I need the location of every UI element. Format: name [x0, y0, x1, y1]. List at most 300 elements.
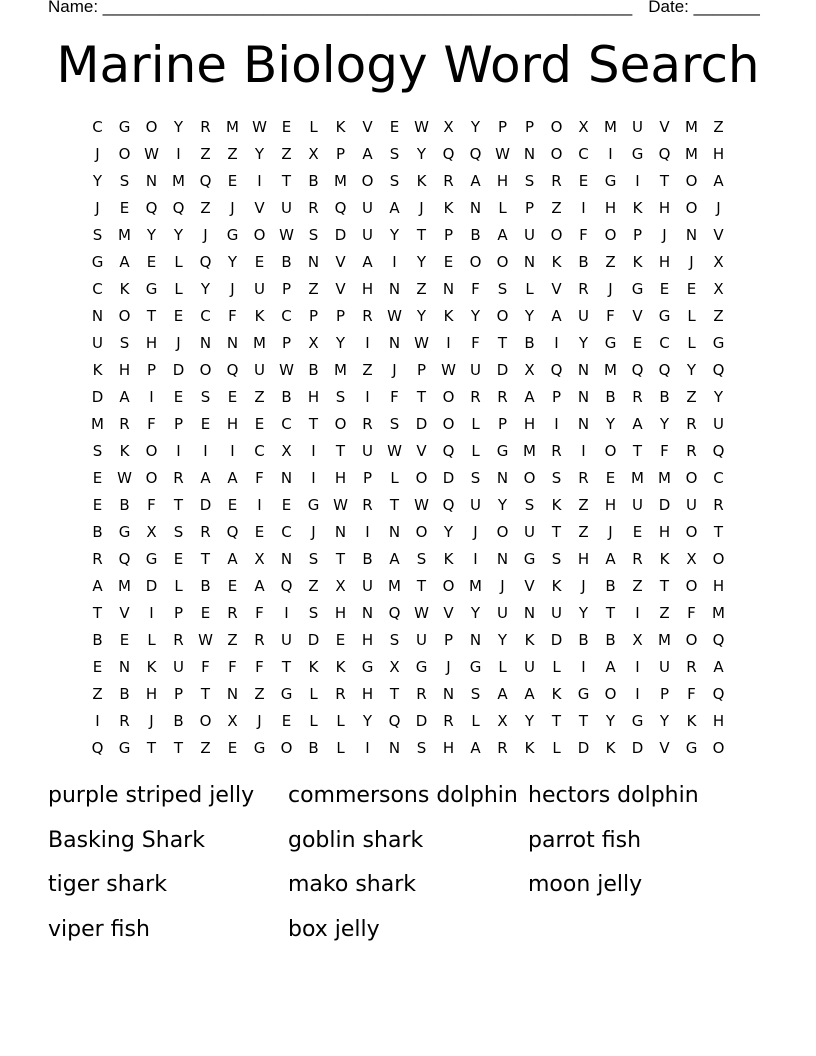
- grid-letter: A: [605, 658, 616, 676]
- grid-letter: X: [254, 550, 265, 568]
- grid-letter: T: [308, 415, 319, 433]
- grid-letter: V: [713, 226, 724, 244]
- grid-letter: R: [470, 388, 481, 406]
- grid-letter: O: [118, 145, 131, 163]
- grid-letter: F: [147, 415, 156, 433]
- grid-letter: S: [551, 550, 562, 568]
- grid-letter: W: [414, 496, 429, 514]
- grid-letter: F: [579, 226, 588, 244]
- grid-letter: V: [254, 199, 265, 217]
- grid-letter: J: [500, 577, 505, 595]
- grid-letter: M: [712, 604, 725, 622]
- grid-letter: L: [498, 658, 507, 676]
- grid-letter: V: [119, 604, 130, 622]
- grid-letter: M: [253, 334, 266, 352]
- grid-letter: E: [92, 469, 103, 487]
- grid-letter: H: [334, 604, 347, 622]
- grid-letter: K: [119, 442, 130, 460]
- grid-letter: O: [334, 415, 347, 433]
- grid-letter: C: [281, 523, 292, 541]
- grid-letter: K: [551, 685, 562, 703]
- grid-letter: E: [200, 604, 211, 622]
- grid-letter: Q: [91, 739, 104, 757]
- grid-letter: J: [230, 280, 235, 298]
- grid-letter: F: [660, 442, 669, 460]
- grid-letter: P: [281, 334, 292, 352]
- grid-letter: P: [497, 415, 508, 433]
- grid-letter: M: [334, 172, 347, 190]
- grid-letter: Y: [173, 118, 184, 136]
- grid-letter: N: [577, 415, 590, 433]
- grid-letter: H: [658, 253, 671, 271]
- grid-letter: W: [333, 496, 348, 514]
- grid-letter: G: [631, 712, 644, 730]
- grid-row: [84, 249, 732, 276]
- grid-letter: O: [442, 388, 455, 406]
- grid-letter: H: [361, 631, 374, 649]
- grid-letter: S: [335, 388, 346, 406]
- grid-letter: T: [497, 334, 508, 352]
- grid-letter: O: [496, 253, 509, 271]
- grid-letter: E: [335, 631, 346, 649]
- grid-letter: A: [119, 253, 130, 271]
- grid-letter: J: [149, 712, 154, 730]
- grid-letter: E: [686, 280, 697, 298]
- grid-letter: G: [469, 658, 482, 676]
- grid-letter: F: [201, 658, 210, 676]
- grid-letter: B: [119, 685, 130, 703]
- grid-letter: G: [361, 658, 374, 676]
- grid-letter: J: [95, 145, 100, 163]
- grid-letter: S: [308, 226, 319, 244]
- grid-row: [84, 681, 732, 708]
- grid-letter: O: [145, 442, 158, 460]
- grid-letter: L: [336, 712, 345, 730]
- grid-letter: Q: [550, 361, 563, 379]
- grid-letter: G: [91, 253, 104, 271]
- grid-letter: P: [308, 307, 319, 325]
- grid-letter: U: [632, 118, 643, 136]
- grid-letter: U: [713, 415, 724, 433]
- grid-letter: E: [173, 388, 184, 406]
- grid-letter: F: [255, 604, 264, 622]
- grid-letter: M: [631, 469, 644, 487]
- grid-letter: J: [608, 280, 613, 298]
- grid-letter: D: [658, 496, 671, 514]
- grid-letter: H: [523, 415, 536, 433]
- grid-letter: K: [632, 253, 643, 271]
- grid-letter: N: [388, 334, 401, 352]
- grid-letter: I: [149, 604, 154, 622]
- grid-letter: R: [227, 604, 238, 622]
- grid-letter: W: [441, 361, 456, 379]
- grid-row: [84, 465, 732, 492]
- grid-letter: B: [173, 712, 184, 730]
- grid-letter: O: [361, 172, 374, 190]
- grid-letter: W: [414, 118, 429, 136]
- grid-letter: I: [203, 442, 208, 460]
- grid-letter: T: [146, 307, 157, 325]
- grid-row: [84, 330, 732, 357]
- word-list-item: moon jelly: [528, 872, 643, 897]
- grid-letter: T: [659, 577, 670, 595]
- grid-letter: T: [146, 739, 157, 757]
- grid-letter: Z: [200, 199, 211, 217]
- grid-row: [84, 654, 732, 681]
- grid-letter: N: [685, 226, 698, 244]
- grid-letter: U: [416, 631, 427, 649]
- grid-letter: U: [524, 226, 535, 244]
- grid-letter: Y: [335, 334, 346, 352]
- grid-letter: Z: [416, 280, 427, 298]
- grid-letter: Y: [578, 604, 589, 622]
- grid-letter: P: [146, 361, 157, 379]
- grid-letter: L: [309, 118, 318, 136]
- grid-letter: C: [281, 307, 292, 325]
- grid-letter: O: [145, 118, 158, 136]
- grid-letter: K: [146, 658, 157, 676]
- grid-letter: Z: [578, 523, 589, 541]
- grid-letter: H: [361, 685, 374, 703]
- grid-letter: N: [523, 145, 536, 163]
- grid-letter: S: [524, 172, 535, 190]
- grid-letter: S: [416, 550, 427, 568]
- grid-letter: J: [95, 199, 100, 217]
- grid-letter: R: [578, 469, 589, 487]
- grid-letter: O: [712, 739, 725, 757]
- grid-letter: J: [581, 577, 586, 595]
- letter-grid: [84, 114, 732, 762]
- grid-letter: V: [659, 739, 670, 757]
- grid-letter: S: [524, 496, 535, 514]
- grid-letter: C: [200, 307, 211, 325]
- grid-row: [84, 546, 732, 573]
- grid-letter: K: [443, 199, 454, 217]
- grid-letter: M: [604, 118, 617, 136]
- grid-letter: Q: [658, 145, 671, 163]
- grid-letter: W: [495, 145, 510, 163]
- grid-letter: N: [523, 604, 536, 622]
- grid-letter: E: [227, 739, 238, 757]
- grid-letter: E: [200, 415, 211, 433]
- grid-letter: M: [523, 442, 536, 460]
- grid-letter: H: [226, 415, 239, 433]
- grid-letter: L: [174, 577, 183, 595]
- word-list-item: hectors dolphin: [528, 783, 699, 808]
- grid-letter: E: [254, 523, 265, 541]
- grid-letter: N: [388, 523, 401, 541]
- grid-letter: C: [578, 145, 589, 163]
- grid-letter: I: [581, 658, 586, 676]
- grid-row: [84, 627, 732, 654]
- grid-letter: H: [577, 550, 590, 568]
- grid-letter: V: [335, 280, 346, 298]
- grid-letter: O: [253, 226, 266, 244]
- grid-letter: X: [227, 712, 238, 730]
- grid-letter: B: [659, 388, 670, 406]
- grid-letter: E: [227, 496, 238, 514]
- grid-letter: Q: [631, 361, 644, 379]
- grid-letter: R: [713, 496, 724, 514]
- grid-letter: J: [446, 658, 451, 676]
- grid-letter: D: [550, 631, 563, 649]
- grid-letter: K: [119, 280, 130, 298]
- grid-letter: K: [443, 550, 454, 568]
- grid-letter: S: [92, 442, 103, 460]
- grid-letter: R: [200, 523, 211, 541]
- grid-letter: A: [713, 658, 724, 676]
- grid-letter: B: [524, 334, 535, 352]
- grid-letter: Y: [416, 145, 427, 163]
- grid-letter: P: [416, 361, 427, 379]
- grid-letter: G: [118, 739, 131, 757]
- grid-letter: I: [446, 334, 451, 352]
- grid-letter: E: [389, 118, 400, 136]
- grid-letter: I: [635, 172, 640, 190]
- grid-letter: I: [392, 253, 397, 271]
- name-field-label: Name: ________________________________________________________: [48, 0, 633, 16]
- grid-letter: Q: [712, 361, 725, 379]
- grid-letter: I: [554, 334, 559, 352]
- grid-letter: B: [470, 226, 481, 244]
- grid-letter: Y: [605, 415, 616, 433]
- grid-letter: O: [469, 253, 482, 271]
- grid-letter: Q: [118, 550, 131, 568]
- word-list-item: commersons dolphin: [288, 783, 518, 808]
- grid-letter: Q: [226, 361, 239, 379]
- grid-letter: O: [604, 226, 617, 244]
- grid-letter: X: [146, 523, 157, 541]
- grid-letter: F: [147, 496, 156, 514]
- grid-letter: K: [254, 307, 265, 325]
- grid-letter: W: [414, 604, 429, 622]
- grid-letter: E: [227, 172, 238, 190]
- grid-letter: A: [227, 550, 238, 568]
- grid-letter: H: [658, 199, 671, 217]
- grid-letter: A: [389, 550, 400, 568]
- grid-letter: G: [307, 496, 320, 514]
- grid-letter: U: [632, 496, 643, 514]
- grid-letter: Y: [713, 388, 724, 406]
- grid-letter: T: [632, 442, 643, 460]
- grid-letter: N: [91, 307, 104, 325]
- grid-letter: P: [659, 685, 670, 703]
- grid-letter: E: [659, 280, 670, 298]
- grid-letter: Y: [497, 631, 508, 649]
- grid-letter: K: [308, 658, 319, 676]
- grid-letter: H: [334, 469, 347, 487]
- grid-letter: L: [147, 631, 156, 649]
- grid-letter: V: [335, 253, 346, 271]
- grid-letter: H: [145, 334, 158, 352]
- grid-letter: Z: [227, 631, 238, 649]
- grid-letter: I: [311, 469, 316, 487]
- grid-letter: B: [92, 631, 103, 649]
- grid-letter: I: [473, 550, 478, 568]
- grid-letter: Q: [388, 712, 401, 730]
- grid-letter: X: [443, 118, 454, 136]
- grid-letter: K: [605, 739, 616, 757]
- grid-letter: U: [551, 604, 562, 622]
- grid-letter: H: [307, 388, 320, 406]
- grid-letter: S: [119, 172, 130, 190]
- grid-row: [84, 573, 732, 600]
- grid-letter: J: [257, 712, 262, 730]
- grid-letter: Y: [92, 172, 103, 190]
- grid-letter: A: [551, 307, 562, 325]
- grid-letter: V: [416, 442, 427, 460]
- grid-letter: G: [496, 442, 509, 460]
- grid-letter: M: [118, 577, 131, 595]
- grid-letter: B: [362, 550, 373, 568]
- grid-letter: P: [443, 631, 454, 649]
- grid-letter: G: [415, 658, 428, 676]
- grid-letter: D: [415, 415, 428, 433]
- grid-letter: O: [550, 145, 563, 163]
- grid-letter: V: [551, 280, 562, 298]
- grid-letter: L: [390, 469, 399, 487]
- grid-letter: T: [335, 442, 346, 460]
- grid-letter: H: [712, 145, 725, 163]
- grid-letter: N: [388, 280, 401, 298]
- grid-letter: T: [281, 172, 292, 190]
- grid-letter: X: [308, 145, 319, 163]
- grid-letter: L: [309, 712, 318, 730]
- grid-letter: R: [443, 712, 454, 730]
- grid-letter: R: [362, 496, 373, 514]
- grid-letter: U: [686, 496, 697, 514]
- grid-letter: E: [254, 253, 265, 271]
- grid-letter: R: [173, 469, 184, 487]
- grid-letter: T: [416, 388, 427, 406]
- grid-letter: I: [581, 199, 586, 217]
- grid-letter: R: [200, 118, 211, 136]
- grid-letter: E: [227, 388, 238, 406]
- grid-letter: G: [118, 118, 131, 136]
- grid-letter: R: [119, 712, 130, 730]
- grid-letter: D: [334, 226, 347, 244]
- grid-letter: Y: [416, 253, 427, 271]
- grid-letter: Q: [280, 577, 293, 595]
- grid-letter: H: [604, 496, 617, 514]
- grid-letter: H: [361, 280, 374, 298]
- grid-letter: J: [230, 199, 235, 217]
- grid-letter: Y: [443, 523, 454, 541]
- grid-letter: J: [392, 361, 397, 379]
- grid-letter: U: [524, 523, 535, 541]
- grid-letter: T: [200, 550, 211, 568]
- grid-letter: T: [416, 577, 427, 595]
- grid-letter: U: [470, 496, 481, 514]
- grid-letter: J: [311, 523, 316, 541]
- grid-letter: Z: [227, 145, 238, 163]
- word-list-item: purple striped jelly: [48, 783, 255, 808]
- grid-letter: Q: [712, 631, 725, 649]
- grid-letter: R: [335, 685, 346, 703]
- grid-letter: D: [496, 361, 509, 379]
- grid-letter: I: [608, 145, 613, 163]
- grid-letter: Y: [173, 226, 184, 244]
- grid-row: [84, 141, 732, 168]
- grid-letter: I: [95, 712, 100, 730]
- grid-letter: N: [469, 199, 482, 217]
- grid-letter: L: [336, 739, 345, 757]
- grid-letter: R: [686, 442, 697, 460]
- grid-letter: F: [606, 307, 615, 325]
- grid-letter: I: [365, 388, 370, 406]
- grid-letter: M: [658, 469, 671, 487]
- grid-letter: O: [145, 469, 158, 487]
- grid-letter: P: [524, 199, 535, 217]
- grid-row: [84, 735, 732, 762]
- grid-row: [84, 411, 732, 438]
- grid-letter: A: [524, 685, 535, 703]
- word-list-item: mako shark: [288, 872, 416, 897]
- grid-letter: P: [335, 307, 346, 325]
- grid-letter: O: [550, 118, 563, 136]
- grid-letter: I: [176, 442, 181, 460]
- grid-letter: G: [118, 523, 131, 541]
- grid-letter: Y: [524, 712, 535, 730]
- grid-letter: O: [604, 442, 617, 460]
- grid-letter: Y: [470, 307, 481, 325]
- grid-letter: O: [550, 226, 563, 244]
- grid-letter: A: [470, 739, 481, 757]
- grid-letter: B: [308, 172, 319, 190]
- grid-letter: E: [119, 631, 130, 649]
- grid-letter: P: [173, 685, 184, 703]
- grid-letter: F: [228, 658, 237, 676]
- grid-letter: A: [362, 253, 373, 271]
- grid-letter: S: [497, 280, 508, 298]
- grid-letter: G: [631, 145, 644, 163]
- grid-letter: Y: [200, 280, 211, 298]
- grid-letter: U: [362, 442, 373, 460]
- grid-letter: I: [311, 442, 316, 460]
- grid-letter: R: [308, 199, 319, 217]
- grid-letter: L: [471, 415, 480, 433]
- grid-letter: K: [551, 577, 562, 595]
- grid-letter: I: [257, 172, 262, 190]
- grid-letter: M: [388, 577, 401, 595]
- grid-letter: N: [226, 685, 239, 703]
- grid-letter: Q: [712, 685, 725, 703]
- grid-letter: R: [551, 442, 562, 460]
- grid-row: [84, 276, 732, 303]
- grid-letter: P: [551, 388, 562, 406]
- grid-letter: V: [632, 307, 643, 325]
- grid-letter: G: [712, 334, 725, 352]
- grid-letter: J: [689, 253, 694, 271]
- grid-letter: C: [659, 334, 670, 352]
- grid-row: [84, 195, 732, 222]
- grid-letter: Z: [281, 145, 292, 163]
- grid-letter: G: [226, 226, 239, 244]
- word-list-item: tiger shark: [48, 872, 167, 897]
- grid-letter: A: [362, 145, 373, 163]
- grid-letter: S: [470, 469, 481, 487]
- grid-letter: F: [255, 469, 264, 487]
- grid-letter: Q: [172, 199, 185, 217]
- grid-letter: I: [554, 415, 559, 433]
- grid-letter: Z: [605, 253, 616, 271]
- grid-letter: C: [713, 469, 724, 487]
- grid-letter: N: [496, 550, 509, 568]
- grid-row: [84, 168, 732, 195]
- grid-letter: X: [632, 631, 643, 649]
- grid-letter: T: [389, 685, 400, 703]
- grid-letter: L: [471, 442, 480, 460]
